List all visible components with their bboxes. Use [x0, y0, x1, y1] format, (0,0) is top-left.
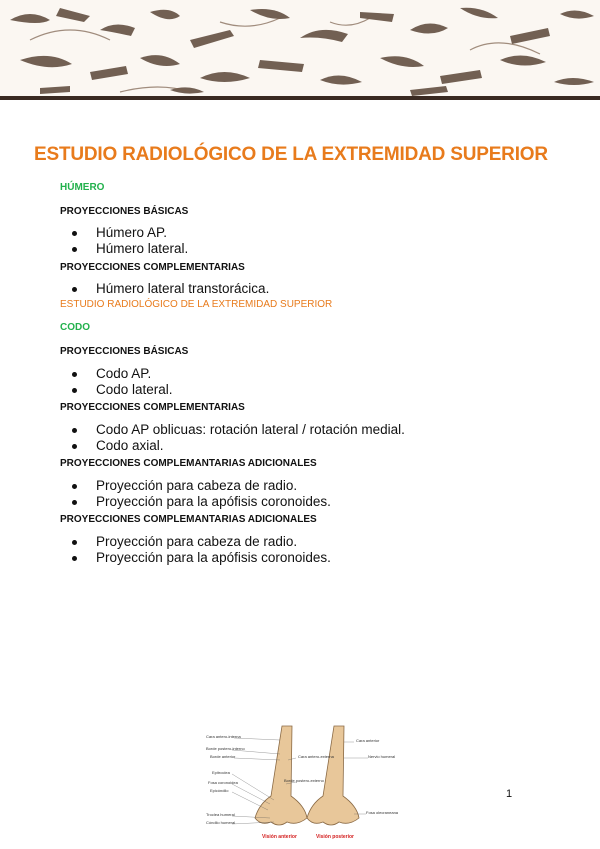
- list-item: Húmero lateral transtorácica.: [70, 281, 269, 297]
- codo-complementary-list: [70, 422, 405, 454]
- section-heading-codo: CODO: [60, 322, 90, 333]
- svg-text:Cara antero-externa: Cara antero-externa: [298, 754, 334, 759]
- svg-text:Borde postero-externo: Borde postero-externo: [284, 778, 324, 783]
- humerus-anatomy-icon: [204, 724, 414, 844]
- document-title: ESTUDIO RADIOLÓGICO DE LA EXTREMIDAD SUPERIOR: [34, 144, 548, 165]
- list-item: Húmero lateral.: [70, 241, 188, 257]
- codo-basic-heading: PROYECCIONES BÁSICAS: [60, 346, 189, 357]
- list-item: Proyección para la apófisis coronoides.: [70, 550, 331, 566]
- svg-text:Cóndilo humeral: Cóndilo humeral: [206, 820, 236, 825]
- list-item: Codo AP oblicuas: rotación lateral / rotación medial.: [70, 422, 405, 438]
- svg-text:Cara anterior: Cara anterior: [356, 738, 380, 743]
- humero-complementary-heading: PROYECCIONES COMPLEMENTARIAS: [60, 262, 245, 273]
- section-heading-humero: HÚMERO: [60, 182, 105, 193]
- svg-text:Epicóndilo: Epicóndilo: [210, 788, 229, 793]
- figure-caption-right: Visión posterior: [316, 834, 354, 840]
- list-item: Codo AP.: [70, 366, 173, 382]
- bones-banner-illustration: [0, 0, 600, 100]
- codo-complementary-heading: PROYECCIONES COMPLEMENTARIAS: [60, 402, 245, 413]
- codo-additional-heading-1: PROYECCIONES COMPLEMANTARIAS ADICIONALES: [60, 458, 317, 469]
- header-banner: [0, 0, 600, 100]
- svg-text:Nervio humeral: Nervio humeral: [368, 754, 396, 759]
- svg-text:Epitroclea: Epitroclea: [212, 770, 230, 775]
- svg-text:Fosa olecraneana: Fosa olecraneana: [366, 810, 399, 815]
- list-item: Proyección para la apófisis coronoides.: [70, 494, 331, 510]
- list-item: Proyección para cabeza de radio.: [70, 534, 331, 550]
- humerus-figure: [204, 724, 414, 844]
- humero-basic-list: [70, 225, 188, 257]
- figure-caption-left: Visión anterior: [262, 834, 297, 840]
- codo-additional-list-1: [70, 478, 331, 510]
- svg-text:Troclea humeral: Troclea humeral: [206, 812, 235, 817]
- banner-bottom-strip: [0, 96, 600, 100]
- list-item: Húmero AP.: [70, 225, 188, 241]
- svg-text:Fosa coronoidea: Fosa coronoidea: [208, 780, 238, 785]
- svg-text:Borde anterior: Borde anterior: [210, 754, 236, 759]
- codo-additional-heading-2: PROYECCIONES COMPLEMANTARIAS ADICIONALES: [60, 514, 317, 525]
- codo-basic-list: [70, 366, 173, 398]
- list-item: Codo lateral.: [70, 382, 173, 398]
- svg-text:Borde postero-interno: Borde postero-interno: [206, 746, 245, 751]
- repeat-title: ESTUDIO RADIOLÓGICO DE LA EXTREMIDAD SUPERIOR: [60, 299, 333, 310]
- list-item: Codo axial.: [70, 438, 405, 454]
- page-number: 1: [506, 788, 513, 800]
- humero-basic-heading: PROYECCIONES BÁSICAS: [60, 206, 189, 217]
- svg-text:Cara antero-interna: Cara antero-interna: [206, 734, 241, 739]
- list-item: Proyección para cabeza de radio.: [70, 478, 331, 494]
- codo-additional-list-2: [70, 534, 331, 566]
- humero-complementary-list: [70, 281, 269, 297]
